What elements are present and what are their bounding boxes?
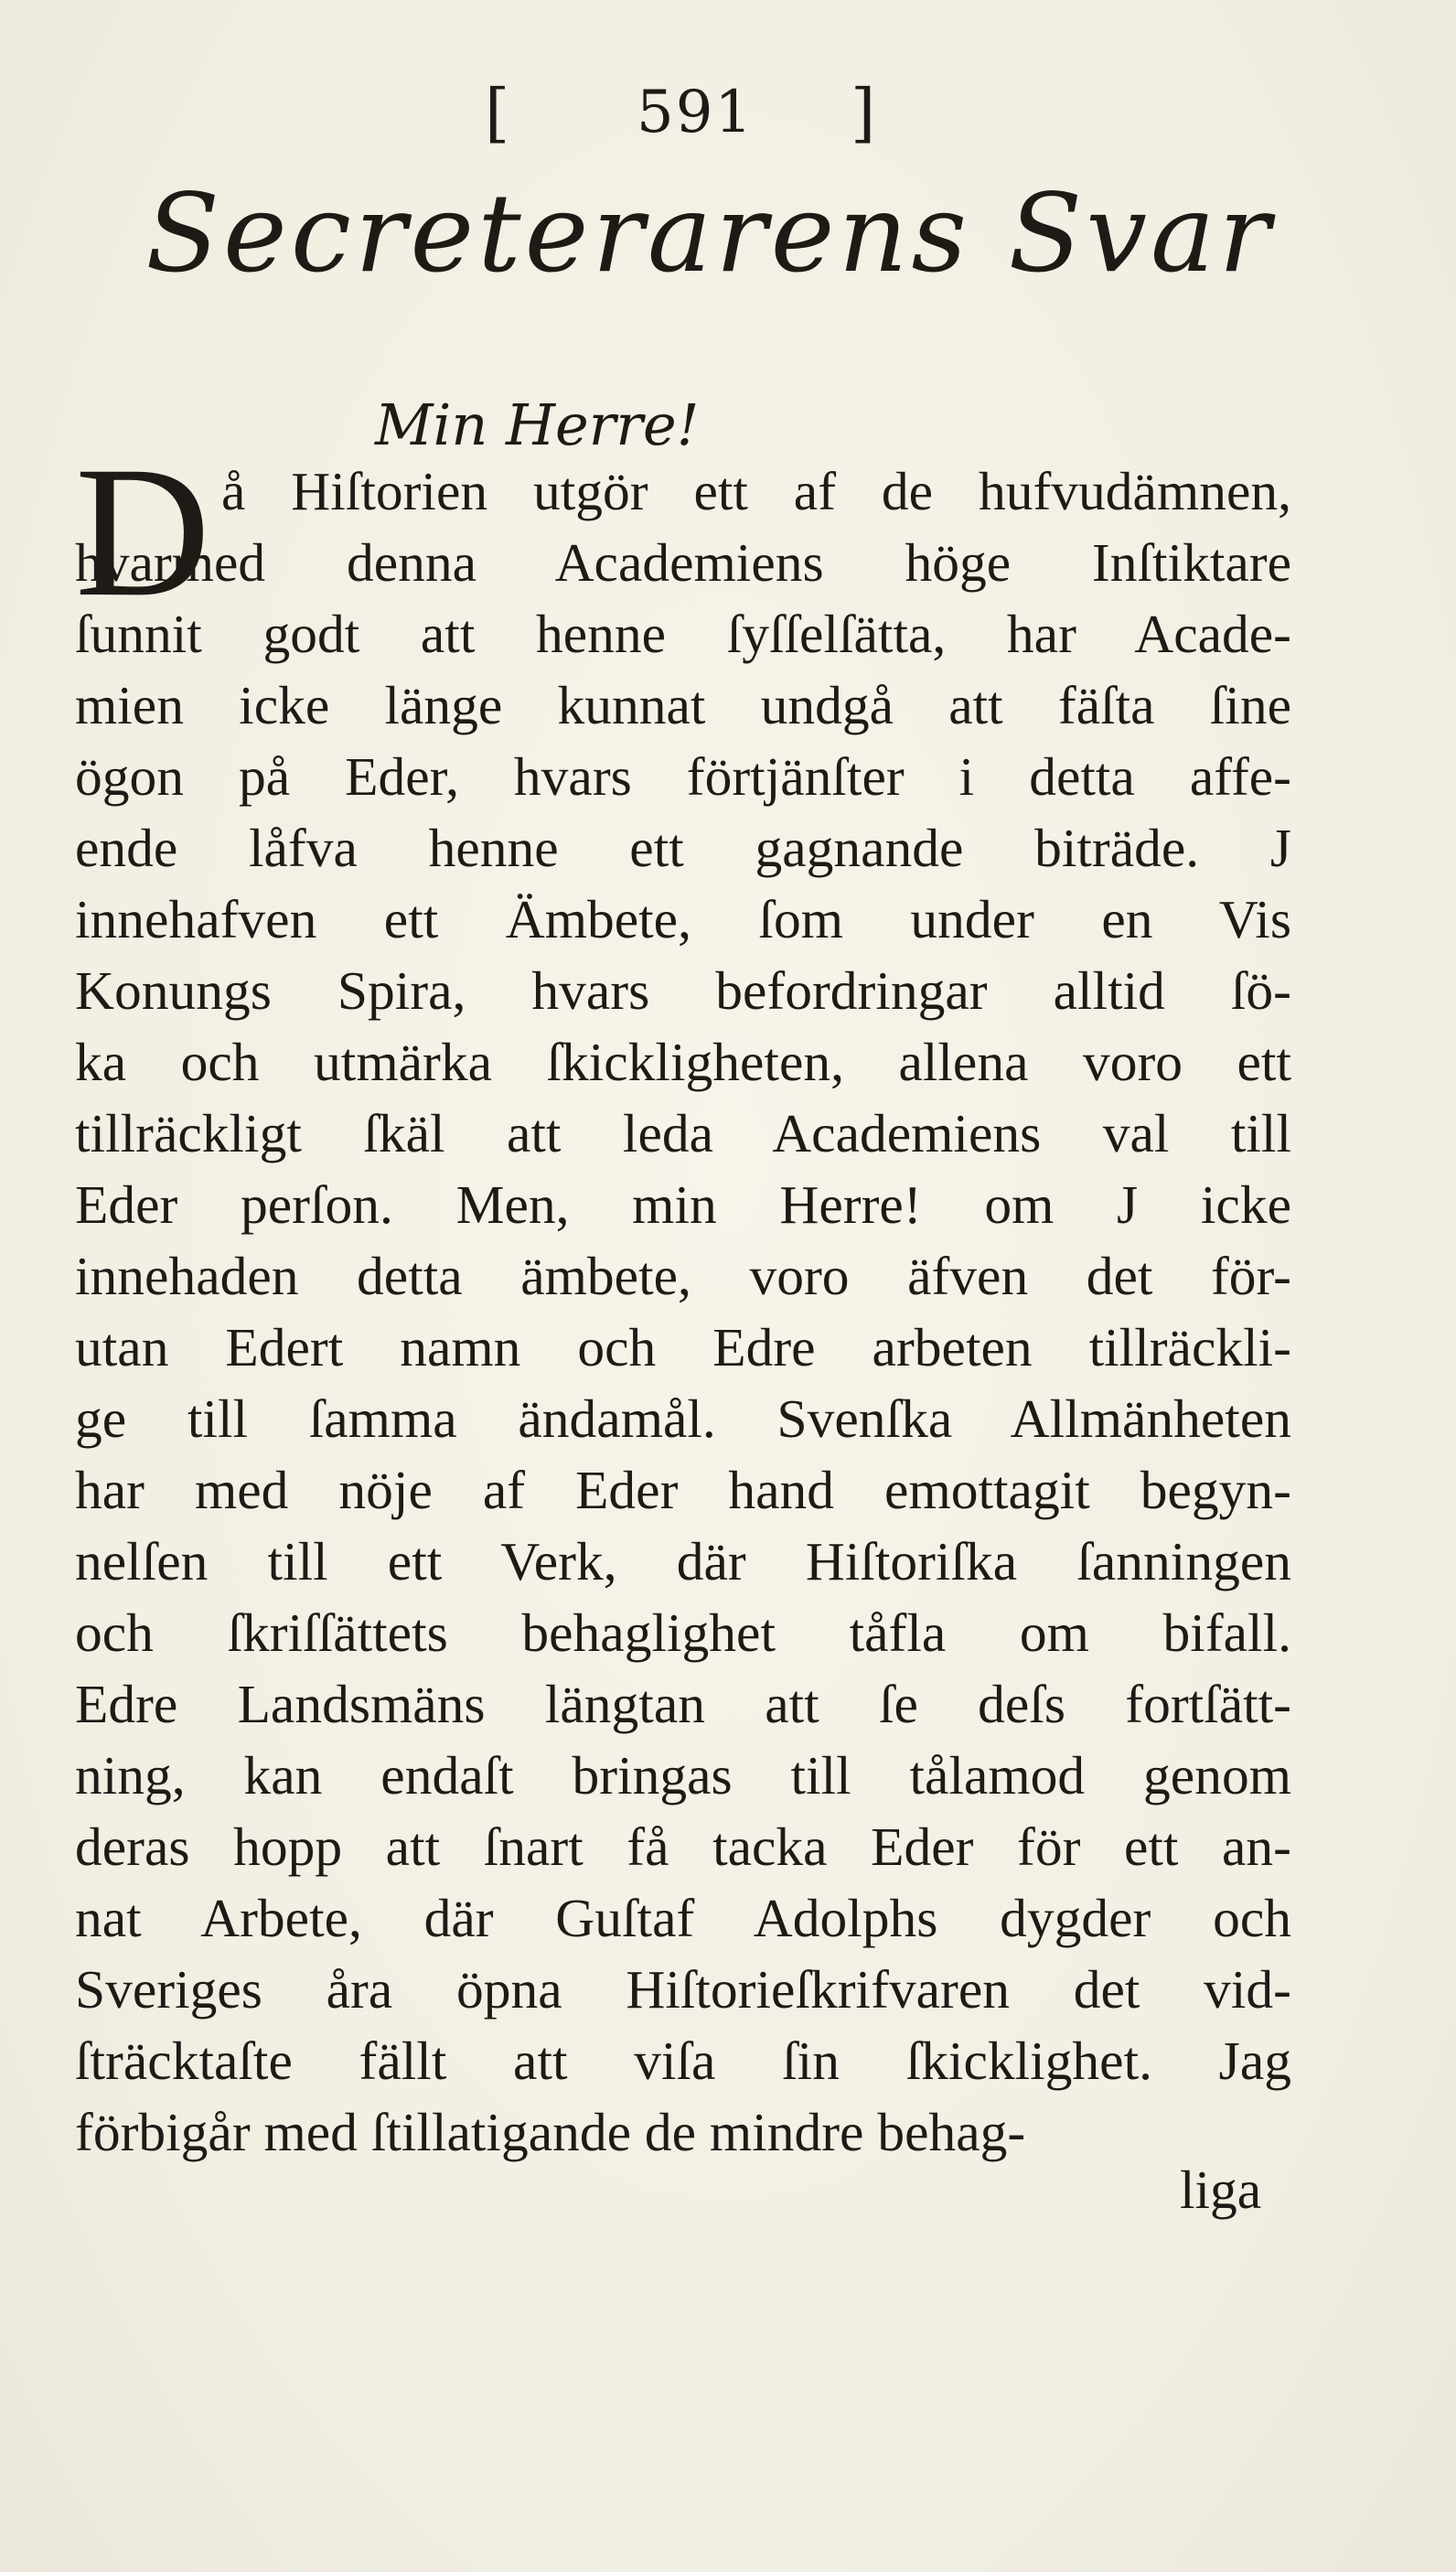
salutation: Min Herre! [375,391,700,458]
text-line: utan Edert namn och Edre arbeten tillräckli- [75,1317,1291,1377]
text-line: hvarmed denna Academiens höge Inſtiktare [75,532,1291,593]
text-line: ende låfva henne ett gagnande biträde. J [75,818,1291,878]
text-line: deras hopp att ſnart få tacka Eder för ett an- [75,1816,1291,1877]
text-line: ka och utmärka ſkickligheten, allena voro ett [75,1032,1291,1092]
text-line: nat Arbete, där Guſtaf Adolphs dygder och [75,1888,1291,1948]
body-text [75,428,1291,2168]
text-line: ögon på Eder, hvars förtjänſter i detta affe- [75,746,1291,807]
text-line: förbigår med ſtillatigande de mindre behag- [75,2102,1026,2162]
text-line: Konungs Spira, hvars befordringar alltid ſö- [75,960,1291,1021]
text-line: innehaden detta ämbete, voro äfven det för- [75,1246,1291,1306]
header-bracket-left: [ [485,75,510,150]
text-line: tillräckligt ſkäl att leda Academiens val till [75,1103,1291,1163]
text-line: ſträcktaſte fällt att viſa ſin ſkicklighet. Jag [75,2031,1291,2091]
header-bracket-right: ] [851,75,876,150]
drop-cap: D [75,428,211,636]
text-line: mien icke länge kunnat undgå att fäſta ſine [75,675,1291,735]
text-line: å Hiſtorien utgör ett af de hufvudämnen, [221,461,1291,521]
page-header [0,71,1456,154]
text-line: Sveriges åra öpna Hiſtorieſkrifvaren det vid- [75,1959,1291,2020]
page-title: Secreterarens Svar [145,170,1274,296]
text-line: har med nöje af Eder hand emottagit begyn- [75,1460,1291,1520]
text-line: nelſen till ett Verk, där Hiſtoriſka ſanningen [75,1531,1291,1591]
text-line: Edre Landsmäns längtan att ſe deſs fortſätt- [75,1674,1291,1734]
text-line: innehafven ett Ämbete, ſom under en Vis [75,889,1291,949]
text-line: ſunnit godt att henne ſyſſelſätta, har Acade- [75,604,1291,664]
text-line: Eder perſon. Men, min Herre! om J icke [75,1174,1291,1235]
catchword: liga [1180,2159,1262,2220]
page-number: 591 [637,79,755,146]
text-line: och ſkriſſättets behaglighet tåfla om bifall. [75,1602,1291,1663]
text-line: ge till ſamma ändamål. Svenſka Allmänheten [75,1388,1291,1449]
text-line: ning, kan endaſt bringas till tålamod genom [75,1745,1291,1806]
